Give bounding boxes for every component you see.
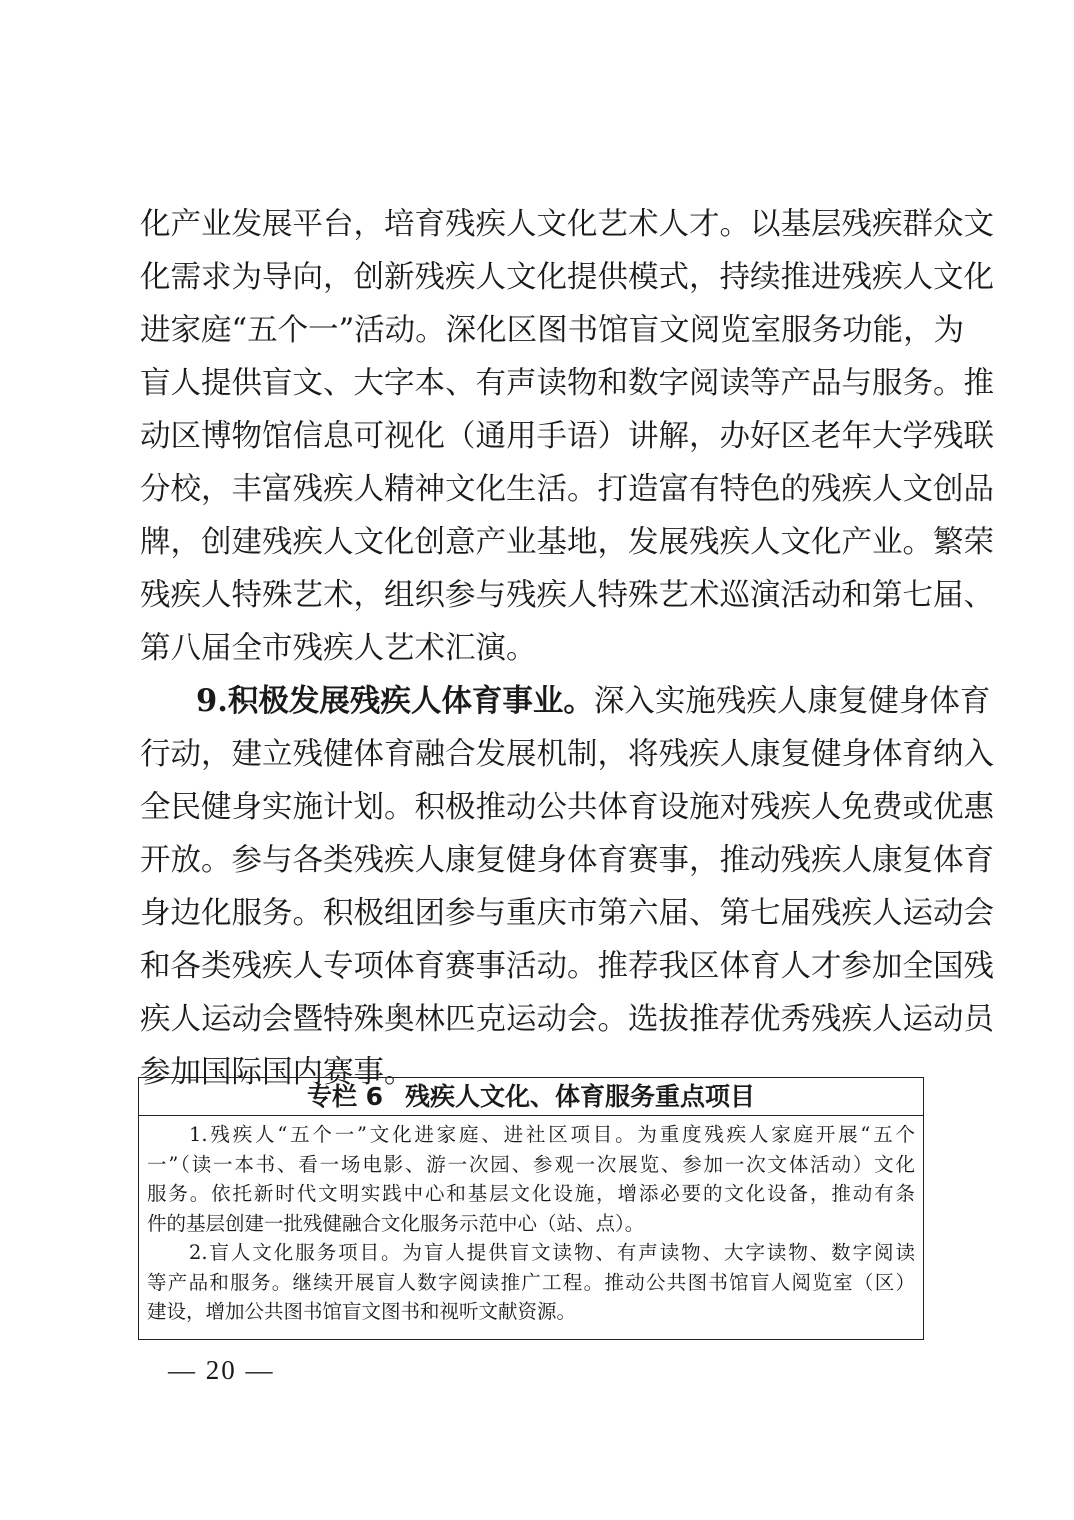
paragraph-line: 开放。参与各类残疾人康复健身体育赛事，推动残疾人康复体育 — [140, 843, 994, 878]
feature-box-body — [139, 1116, 923, 1327]
box-item-line: 1.残疾人“五个一”文化进家庭、进社区项目。为重度残疾人家庭开展“五个 — [189, 1123, 915, 1146]
feature-box-number: 专栏 6 — [306, 1082, 384, 1111]
paragraph-line: 进家庭“五个一”活动。深化区图书馆盲文阅览室服务功能，为 — [140, 313, 965, 348]
paragraph-line: 牌，创建残疾人文化创意产业基地，发展残疾人文化产业。繁荣 — [140, 525, 994, 560]
paragraph-line: 化需求为导向，创新残疾人文化提供模式，持续推进残疾人文化 — [140, 260, 994, 295]
paragraph-line: 和各类残疾人专项体育赛事活动。推荐我区体育人才参加全国残 — [140, 949, 994, 984]
paragraph-line: 行动，建立残健体育融合发展机制，将残疾人康复健身体育纳入 — [140, 737, 994, 772]
page-number: — 20 — — [168, 1355, 275, 1385]
paragraph-line: 动区博物馆信息可视化（通用手语）讲解，办好区老年大学残联 — [140, 419, 994, 454]
box-item-line: 建设，增加公共图书馆盲文图书和视听文献资源。 — [147, 1300, 577, 1323]
paragraph-line: 身边化服务。积极组团参与重庆市第六届、第七届残疾人运动会 — [140, 896, 994, 931]
box-item-line: 服务。依托新时代文明实践中心和基层文化设施，增添必要的文化设备，推动有条 — [147, 1182, 915, 1205]
box-item-line: 等产品和服务。继续开展盲人数字阅读推广工程。推动公共图书馆盲人阅览室（区） — [147, 1270, 915, 1294]
paragraph-line: 残疾人特殊艺术，组织参与残疾人特殊艺术巡演活动和第七届、 — [140, 578, 994, 613]
section-9-first-line — [140, 675, 991, 728]
paragraph-line: 疾人运动会暨特殊奥林匹克运动会。选拔推荐优秀残疾人运动员 — [140, 1002, 994, 1037]
main-body-text — [140, 198, 994, 1099]
paragraph-line: 全民健身实施计划。积极推动公共体育设施对残疾人免费或优惠 — [140, 790, 994, 825]
paragraph-line: 分校，丰富残疾人精神文化生活。打造富有特色的残疾人文创品 — [140, 472, 994, 507]
section-9-first-line-text: 深入实施残疾人康复健身体育 — [593, 684, 991, 719]
feature-box — [138, 1077, 924, 1340]
paragraph-line: 第八届全市残疾人艺术汇演。 — [140, 631, 537, 666]
box-item-line: 2.盲人文化服务项目。为盲人提供盲文读物、有声读物、大字读物、数字阅读 — [189, 1241, 915, 1264]
feature-box-title — [139, 1078, 923, 1116]
paragraph-line: 化产业发展平台，培育残疾人文化艺术人才。以基层残疾群众文 — [140, 207, 994, 242]
section-9-heading: 9.积极发展残疾人体育事业。 — [196, 683, 594, 719]
paragraph-line: 盲人提供盲文、大字本、有声读物和数字阅读等产品与服务。推 — [140, 366, 994, 401]
box-item-line: 件的基层创建一批残健融合文化服务示范中心（站、点）。 — [147, 1211, 645, 1235]
box-item-line: 一”（读一本书、看一场电影、游一次园、参观一次展览、参加一次文体活动）文化 — [147, 1152, 915, 1176]
feature-box-title-text: 残疾人文化、体育服务重点项目 — [405, 1082, 756, 1111]
paragraph-line: 参加国际国内赛事。 — [140, 1055, 415, 1090]
